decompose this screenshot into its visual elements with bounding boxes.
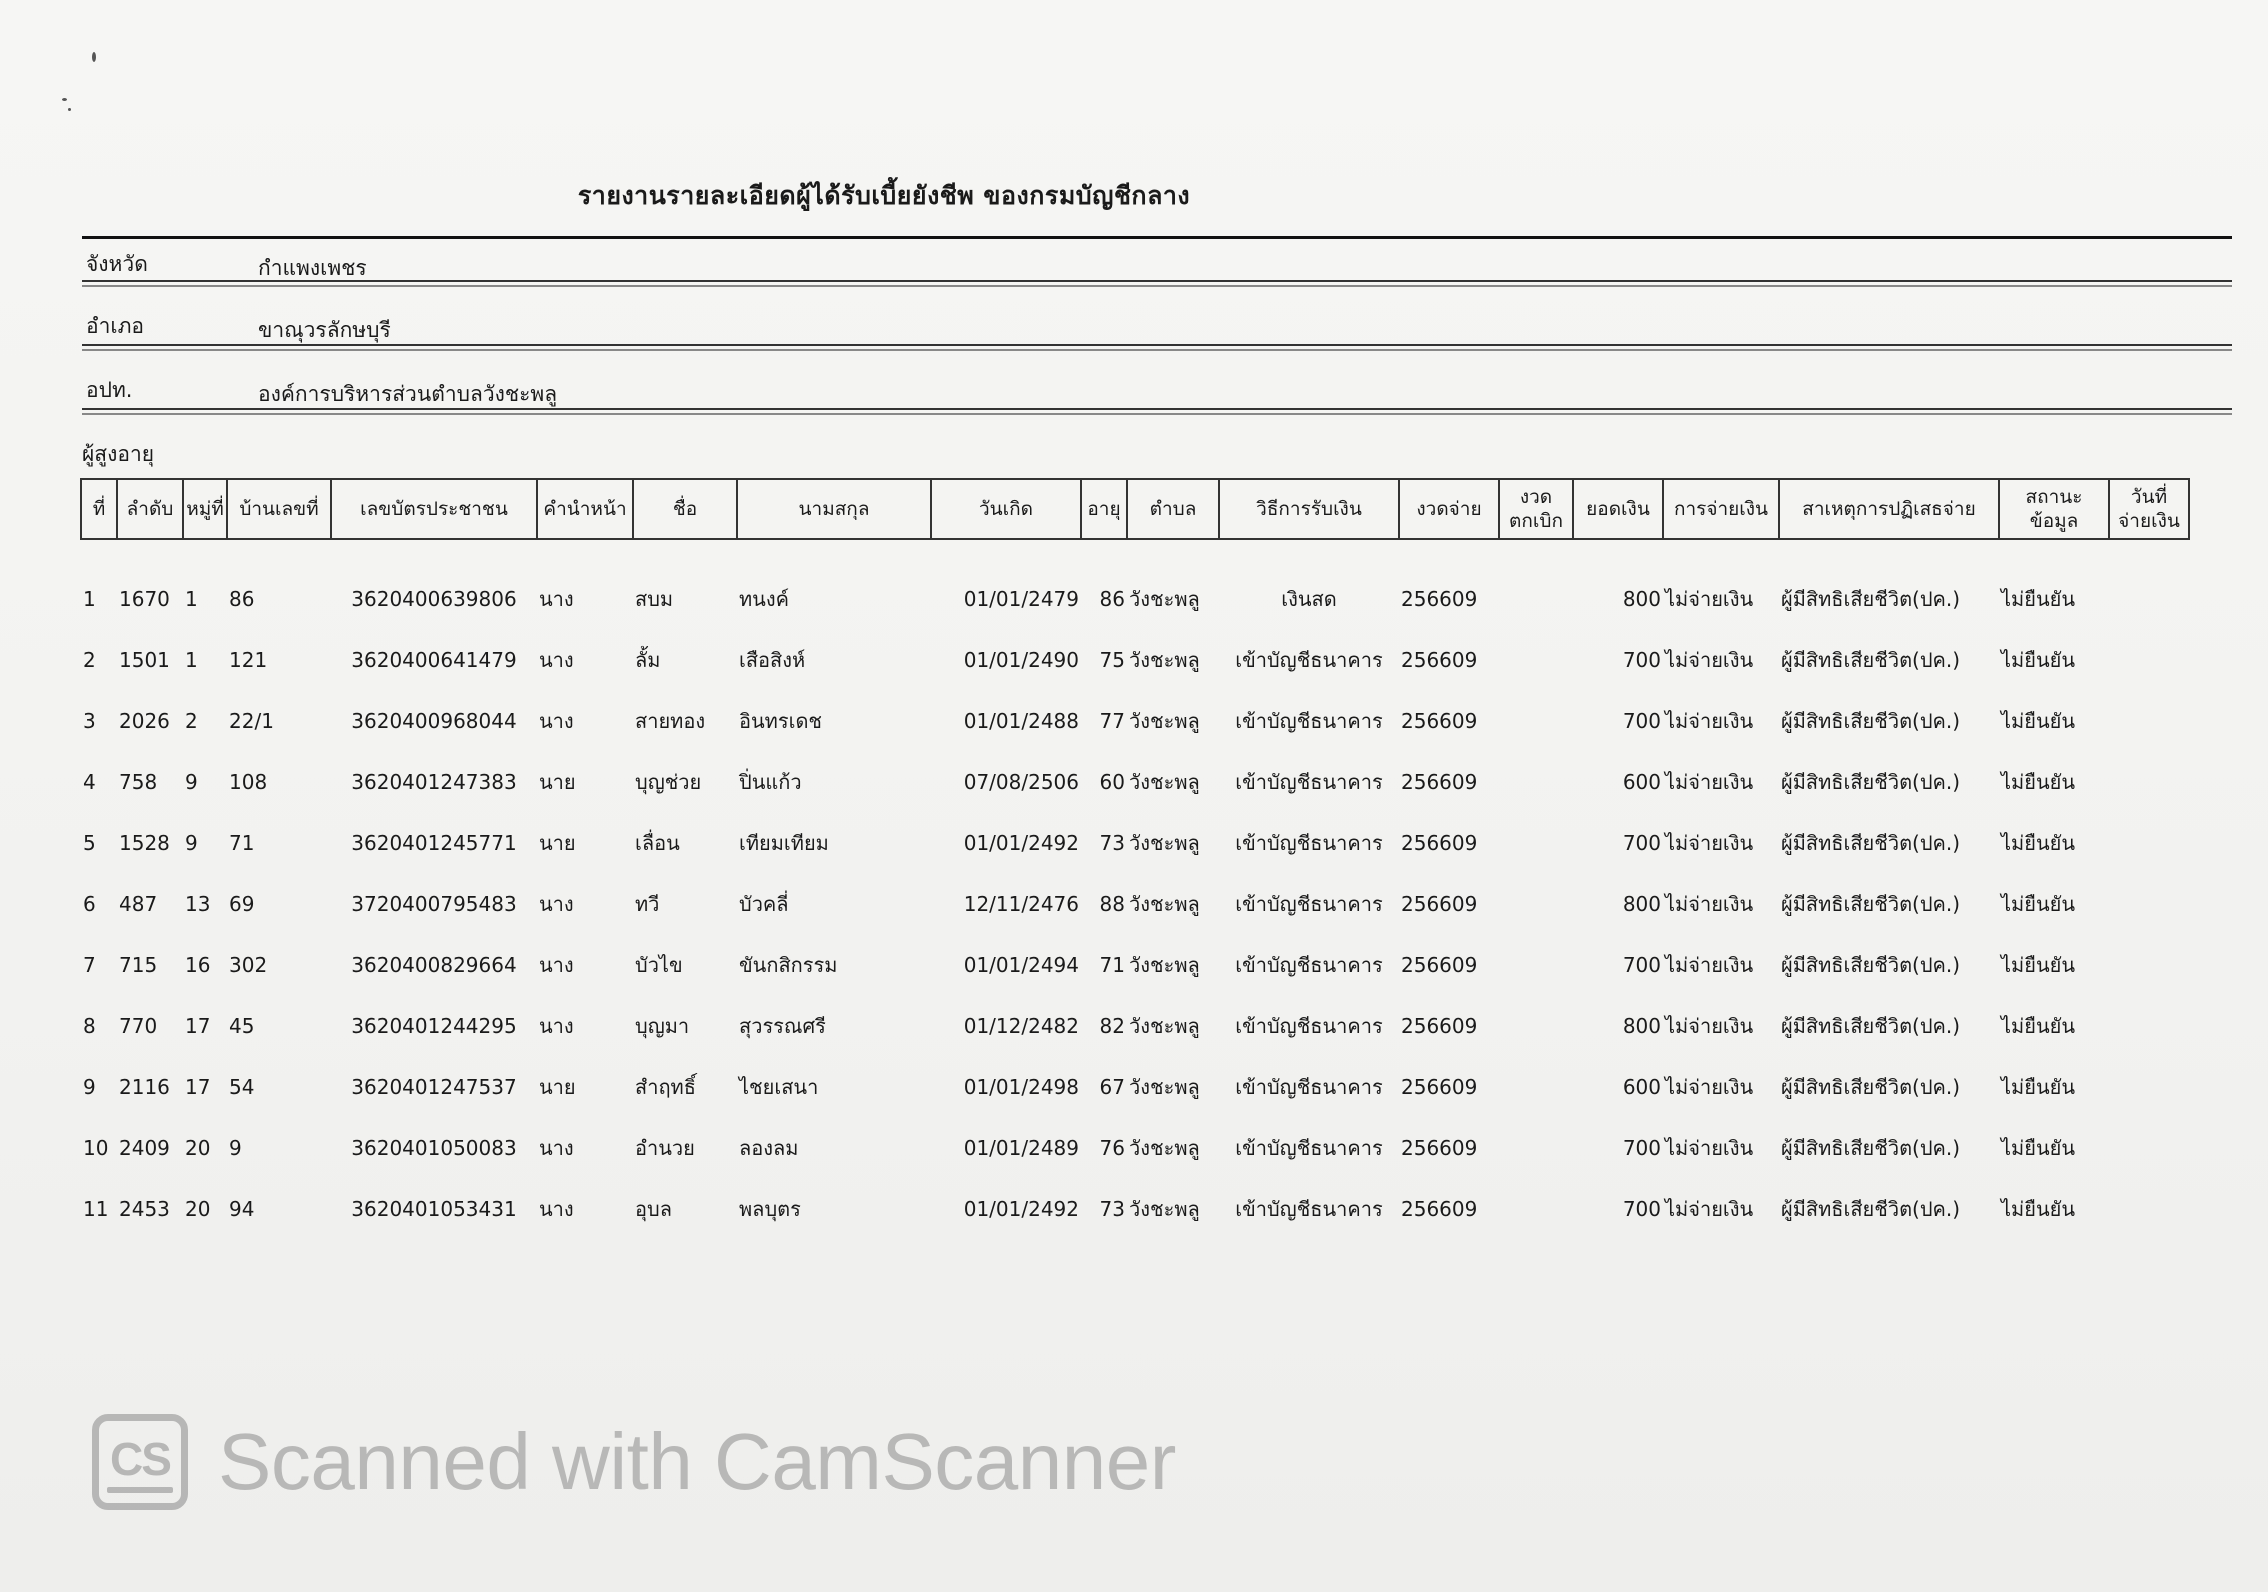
cell-last-name: สุวรรณศรี: [739, 1013, 826, 1038]
cell-reject-reason: ผู้มีสิทธิเสียชีวิต(ปค.): [1781, 952, 1961, 977]
cell-period-claim: [1499, 1117, 1573, 1178]
cell-pay-method: เข้าบัญชีธนาคาร: [1235, 708, 1383, 733]
cell-house-no: 86: [229, 586, 255, 611]
cell-reject-reason: ผู้มีสิทธิเสียชีวิต(ปค.): [1781, 1196, 1961, 1221]
cell-reject-reason: ผู้มีสิทธิเสียชีวิต(ปค.): [1781, 708, 1961, 733]
cell-birth-date: 07/08/2506: [963, 769, 1079, 794]
cell-pay-date: [2109, 629, 2189, 690]
cell-prefix: นาง: [539, 647, 574, 672]
cell-amount: 800: [1622, 586, 1661, 611]
cell-amount: 800: [1622, 1013, 1661, 1038]
cell-id-card: 3620400641479: [351, 647, 517, 672]
cell-birth-date: 01/01/2492: [963, 1196, 1079, 1221]
cell-house-no: 121: [229, 647, 268, 672]
cell-pay-date: [2109, 812, 2189, 873]
cell-pay-method: เข้าบัญชีธนาคาร: [1235, 1013, 1383, 1038]
cell-moo: 20: [185, 1196, 211, 1221]
cell-seq: 770: [119, 1013, 158, 1038]
cell-moo: 1: [185, 647, 198, 672]
cell-moo: 17: [185, 1074, 211, 1099]
cell-id-card: 3720400795483: [351, 891, 517, 916]
cell-period-claim: [1499, 629, 1573, 690]
cell-seq: 2409: [119, 1135, 170, 1160]
col-header-id-card: เลขบัตรประชาชน: [331, 479, 537, 539]
cell-no: 10: [83, 1135, 109, 1160]
cell-house-no: 94: [229, 1196, 255, 1221]
cell-moo: 20: [185, 1135, 211, 1160]
cell-id-card: 3620401050083: [351, 1135, 517, 1160]
cell-period: 256609: [1401, 647, 1478, 672]
col-header-birth-date: วันเกิด: [931, 479, 1081, 539]
cell-age: 73: [1099, 1196, 1125, 1221]
cell-seq: 1670: [119, 586, 170, 611]
cell-moo: 2: [185, 708, 198, 733]
cell-id-card: 3620400829664: [351, 952, 517, 977]
cell-prefix: นาย: [539, 1074, 576, 1099]
cell-payment: ไม่จ่ายเงิน: [1665, 952, 1754, 977]
cell-prefix: นาง: [539, 1135, 574, 1160]
section-label: ผู้สูงอายุ: [82, 442, 155, 466]
district-value: ขาณุวรลักษบุรี: [258, 318, 391, 342]
org-label: อปท.: [86, 378, 133, 402]
cell-amount: 700: [1622, 708, 1661, 733]
cell-period: 256609: [1401, 952, 1478, 977]
cell-moo: 17: [185, 1013, 211, 1038]
org-rule: [82, 408, 2232, 415]
cell-no: 4: [83, 769, 96, 794]
cell-prefix: นาง: [539, 586, 574, 611]
cell-period: 256609: [1401, 769, 1478, 794]
cell-period-claim: [1499, 690, 1573, 751]
cell-period-claim: [1499, 751, 1573, 812]
cell-no: 11: [83, 1196, 109, 1221]
cell-subdistrict: วังชะพลู: [1129, 647, 1200, 672]
cell-subdistrict: วังชะพลู: [1129, 952, 1200, 977]
table-header-row: [81, 479, 2189, 539]
cell-pay-method: เงินสด: [1281, 586, 1337, 611]
cell-first-name: อำนวย: [635, 1135, 695, 1160]
cell-birth-date: 01/01/2489: [963, 1135, 1079, 1160]
cell-subdistrict: วังชะพลู: [1129, 708, 1200, 733]
table-row: [81, 1117, 2189, 1178]
camscanner-watermark: [92, 1412, 1176, 1512]
cell-payment: ไม่จ่ายเงิน: [1665, 1074, 1754, 1099]
scan-speck: [62, 98, 67, 101]
cell-last-name: บัวคลี่: [739, 891, 789, 916]
scan-speck: [68, 108, 71, 111]
cell-pay-date: [2109, 1178, 2189, 1239]
cell-amount: 800: [1622, 891, 1661, 916]
cell-status: ไม่ยืนยัน: [2001, 769, 2076, 794]
col-header-amount: ยอดเงิน: [1573, 479, 1663, 539]
title-underline: [82, 236, 2232, 239]
cell-house-no: 69: [229, 891, 255, 916]
cell-payment: ไม่จ่ายเงิน: [1665, 1135, 1754, 1160]
cell-subdistrict: วังชะพลู: [1129, 1074, 1200, 1099]
cell-subdistrict: วังชะพลู: [1129, 1013, 1200, 1038]
cell-pay-date: [2109, 1117, 2189, 1178]
cell-house-no: 71: [229, 830, 255, 855]
col-header-status: สถานะ ข้อมูล: [1999, 479, 2109, 539]
table-row: [81, 934, 2189, 995]
watermark-text: Scanned with CamScanner: [218, 1417, 1176, 1506]
cell-no: 5: [83, 830, 96, 855]
col-header-pay-method: วิธีการรับเงิน: [1219, 479, 1399, 539]
cell-seq: 2116: [119, 1074, 170, 1099]
cell-first-name: สำฤทธิ์: [635, 1074, 696, 1099]
cell-payment: ไม่จ่ายเงิน: [1665, 830, 1754, 855]
cell-first-name: บุญมา: [635, 1013, 690, 1038]
cell-amount: 700: [1622, 830, 1661, 855]
cell-subdistrict: วังชะพลู: [1129, 769, 1200, 794]
col-header-prefix: คำนำหน้า: [537, 479, 633, 539]
cell-pay-method: เข้าบัญชีธนาคาร: [1235, 1135, 1383, 1160]
col-header-pay-date: วันที่ จ่ายเงิน: [2109, 479, 2189, 539]
cell-no: 1: [83, 586, 96, 611]
cell-reject-reason: ผู้มีสิทธิเสียชีวิต(ปค.): [1781, 830, 1961, 855]
cell-no: 7: [83, 952, 96, 977]
cell-first-name: สายทอง: [635, 708, 706, 733]
cell-seq: 2026: [119, 708, 170, 733]
cell-period-claim: [1499, 873, 1573, 934]
cell-last-name: ขันกสิกรรม: [739, 952, 838, 977]
cell-status: ไม่ยืนยัน: [2001, 1196, 2076, 1221]
camscanner-logo-icon: [92, 1414, 188, 1510]
province-label: จังหวัด: [86, 252, 148, 276]
cell-reject-reason: ผู้มีสิทธิเสียชีวิต(ปค.): [1781, 891, 1961, 916]
cell-pay-method: เข้าบัญชีธนาคาร: [1235, 830, 1383, 855]
cell-age: 76: [1099, 1135, 1125, 1160]
cell-last-name: พลบุตร: [739, 1196, 801, 1221]
cell-pay-date: [2109, 873, 2189, 934]
cell-reject-reason: ผู้มีสิทธิเสียชีวิต(ปค.): [1781, 586, 1961, 611]
cell-moo: 9: [185, 830, 198, 855]
cell-payment: ไม่จ่ายเงิน: [1665, 1013, 1754, 1038]
cell-age: 67: [1099, 1074, 1125, 1099]
cell-house-no: 22/1: [229, 708, 274, 733]
col-header-last-name: นามสกุล: [737, 479, 931, 539]
cell-id-card: 3620401247537: [351, 1074, 517, 1099]
cell-subdistrict: วังชะพลู: [1129, 1135, 1200, 1160]
cell-pay-date: [2109, 995, 2189, 1056]
cell-moo: 16: [185, 952, 211, 977]
cell-amount: 600: [1622, 769, 1661, 794]
cell-id-card: 3620401247383: [351, 769, 517, 794]
cell-first-name: อุบล: [635, 1196, 672, 1221]
cell-period: 256609: [1401, 891, 1478, 916]
cell-seq: 487: [119, 891, 158, 916]
cell-last-name: เทียมเทียม: [739, 830, 829, 855]
cell-birth-date: 01/12/2482: [963, 1013, 1079, 1038]
cell-amount: 700: [1622, 952, 1661, 977]
cell-last-name: ทนงค์: [739, 586, 789, 611]
cell-pay-method: เข้าบัญชีธนาคาร: [1235, 1196, 1383, 1221]
cell-status: ไม่ยืนยัน: [2001, 586, 2076, 611]
cell-status: ไม่ยืนยัน: [2001, 1135, 2076, 1160]
cell-period-claim: [1499, 539, 1573, 629]
cell-prefix: นาง: [539, 952, 574, 977]
scan-speck: [92, 52, 96, 62]
cell-age: 77: [1099, 708, 1125, 733]
col-header-first-name: ชื่อ: [633, 479, 737, 539]
cell-period: 256609: [1401, 1196, 1478, 1221]
col-header-house-no: บ้านเลขที่: [227, 479, 331, 539]
cell-pay-method: เข้าบัญชีธนาคาร: [1235, 1074, 1383, 1099]
col-header-moo: หมู่ที่: [183, 479, 227, 539]
cell-last-name: ไชยเสนา: [739, 1074, 819, 1099]
cell-no: 2: [83, 647, 96, 672]
cell-subdistrict: วังชะพลู: [1129, 586, 1200, 611]
cell-period-claim: [1499, 812, 1573, 873]
table-row: [81, 1056, 2189, 1117]
table-row: [81, 1178, 2189, 1239]
district-rule: [82, 344, 2232, 351]
cell-status: ไม่ยืนยัน: [2001, 830, 2076, 855]
cell-seq: 1501: [119, 647, 170, 672]
cell-prefix: นาย: [539, 769, 576, 794]
cell-moo: 1: [185, 586, 198, 611]
cell-age: 88: [1099, 891, 1125, 916]
cell-subdistrict: วังชะพลู: [1129, 891, 1200, 916]
cell-id-card: 3620401245771: [351, 830, 517, 855]
cell-last-name: ลองลม: [739, 1135, 799, 1160]
cell-first-name: เลื่อน: [635, 830, 680, 855]
cell-prefix: นาง: [539, 708, 574, 733]
cell-amount: 600: [1622, 1074, 1661, 1099]
col-header-subdistrict: ตำบล: [1127, 479, 1219, 539]
cell-reject-reason: ผู้มีสิทธิเสียชีวิต(ปค.): [1781, 1074, 1961, 1099]
table-row: [81, 812, 2189, 873]
cell-first-name: ลั้ม: [635, 647, 661, 672]
cell-period: 256609: [1401, 1074, 1478, 1099]
cell-age: 86: [1099, 586, 1125, 611]
cell-status: ไม่ยืนยัน: [2001, 952, 2076, 977]
cell-prefix: นาง: [539, 891, 574, 916]
cell-seq: 758: [119, 769, 158, 794]
cell-birth-date: 01/01/2490: [963, 647, 1079, 672]
cell-pay-method: เข้าบัญชีธนาคาร: [1235, 647, 1383, 672]
cell-period-claim: [1499, 995, 1573, 1056]
cell-first-name: สบม: [635, 586, 674, 611]
cell-age: 75: [1099, 647, 1125, 672]
cell-payment: ไม่จ่ายเงิน: [1665, 708, 1754, 733]
cell-subdistrict: วังชะพลู: [1129, 830, 1200, 855]
org-value: องค์การบริหารส่วนตำบลวังชะพลู: [258, 382, 558, 406]
cell-first-name: บุญช่วย: [635, 769, 702, 794]
cell-last-name: ปิ่นแก้ว: [739, 769, 802, 794]
cell-reject-reason: ผู้มีสิทธิเสียชีวิต(ปค.): [1781, 647, 1961, 672]
table-row: [81, 539, 2189, 629]
camscanner-logo-text: CS: [110, 1433, 170, 1485]
cell-age: 73: [1099, 830, 1125, 855]
cell-status: ไม่ยืนยัน: [2001, 1074, 2076, 1099]
cell-pay-date: [2109, 690, 2189, 751]
cell-subdistrict: วังชะพลู: [1129, 1196, 1200, 1221]
cell-no: 9: [83, 1074, 96, 1099]
cell-prefix: นาง: [539, 1196, 574, 1221]
cell-age: 60: [1099, 769, 1125, 794]
col-header-period-claim: งวด ตกเบิก: [1499, 479, 1573, 539]
cell-birth-date: 01/01/2492: [963, 830, 1079, 855]
cell-period: 256609: [1401, 1135, 1478, 1160]
cell-pay-date: [2109, 1056, 2189, 1117]
cell-prefix: นาย: [539, 830, 576, 855]
cell-seq: 2453: [119, 1196, 170, 1221]
cell-house-no: 108: [229, 769, 268, 794]
col-header-age: อายุ: [1081, 479, 1127, 539]
cell-birth-date: 01/01/2494: [963, 952, 1079, 977]
col-header-payment: การจ่ายเงิน: [1663, 479, 1779, 539]
cell-house-no: 54: [229, 1074, 255, 1099]
cell-seq: 715: [119, 952, 158, 977]
cell-id-card: 3620401053431: [351, 1196, 517, 1221]
district-label: อำเภอ: [86, 314, 145, 338]
cell-reject-reason: ผู้มีสิทธิเสียชีวิต(ปค.): [1781, 769, 1961, 794]
report-title: รายงานรายละเอียดผู้ได้รับเบี้ยยังชีพ ของกรมบัญชีกลาง: [577, 181, 1191, 210]
cell-status: ไม่ยืนยัน: [2001, 708, 2076, 733]
cell-birth-date: 01/01/2498: [963, 1074, 1079, 1099]
cell-no: 8: [83, 1013, 96, 1038]
cell-payment: ไม่จ่ายเงิน: [1665, 769, 1754, 794]
recipients-table: [80, 478, 2190, 1239]
cell-first-name: ทวี: [635, 891, 660, 916]
cell-status: ไม่ยืนยัน: [2001, 647, 2076, 672]
table-row: [81, 751, 2189, 812]
cell-period: 256609: [1401, 586, 1478, 611]
cell-house-no: 9: [229, 1135, 242, 1160]
cell-id-card: 3620400639806: [351, 586, 517, 611]
cell-pay-date: [2109, 539, 2189, 629]
cell-id-card: 3620400968044: [351, 708, 517, 733]
cell-pay-method: เข้าบัญชีธนาคาร: [1235, 952, 1383, 977]
table-row: [81, 873, 2189, 934]
cell-birth-date: 01/01/2488: [963, 708, 1079, 733]
cell-payment: ไม่จ่ายเงิน: [1665, 891, 1754, 916]
table-row: [81, 995, 2189, 1056]
cell-payment: ไม่จ่ายเงิน: [1665, 647, 1754, 672]
cell-pay-date: [2109, 934, 2189, 995]
cell-house-no: 302: [229, 952, 268, 977]
cell-amount: 700: [1622, 1135, 1661, 1160]
cell-period: 256609: [1401, 708, 1478, 733]
cell-moo: 13: [185, 891, 211, 916]
cell-status: ไม่ยืนยัน: [2001, 1013, 2076, 1038]
table-row: [81, 629, 2189, 690]
cell-pay-method: เข้าบัญชีธนาคาร: [1235, 891, 1383, 916]
cell-period-claim: [1499, 1178, 1573, 1239]
cell-period-claim: [1499, 1056, 1573, 1117]
cell-amount: 700: [1622, 1196, 1661, 1221]
cell-no: 3: [83, 708, 96, 733]
cell-age: 71: [1099, 952, 1125, 977]
cell-pay-date: [2109, 751, 2189, 812]
cell-prefix: นาง: [539, 1013, 574, 1038]
cell-last-name: เสือสิงห์: [739, 647, 806, 672]
cell-moo: 9: [185, 769, 198, 794]
cell-reject-reason: ผู้มีสิทธิเสียชีวิต(ปค.): [1781, 1013, 1961, 1038]
col-header-period: งวดจ่าย: [1399, 479, 1499, 539]
cell-no: 6: [83, 891, 96, 916]
cell-pay-method: เข้าบัญชีธนาคาร: [1235, 769, 1383, 794]
cell-house-no: 45: [229, 1013, 255, 1038]
cell-amount: 700: [1622, 647, 1661, 672]
col-header-no: ที่: [81, 479, 117, 539]
cell-id-card: 3620401244295: [351, 1013, 517, 1038]
cell-period: 256609: [1401, 830, 1478, 855]
col-header-reject-reason: สาเหตุการปฏิเสธจ่าย: [1779, 479, 1999, 539]
cell-period: 256609: [1401, 1013, 1478, 1038]
province-rule: [82, 280, 2232, 287]
cell-first-name: บัวไข: [635, 952, 683, 977]
table-row: [81, 690, 2189, 751]
cell-period-claim: [1499, 934, 1573, 995]
cell-age: 82: [1099, 1013, 1125, 1038]
col-header-seq: ลำดับ: [117, 479, 183, 539]
cell-birth-date: 01/01/2479: [963, 586, 1079, 611]
cell-payment: ไม่จ่ายเงิน: [1665, 586, 1754, 611]
cell-payment: ไม่จ่ายเงิน: [1665, 1196, 1754, 1221]
province-value: กำแพงเพชร: [258, 256, 367, 280]
cell-status: ไม่ยืนยัน: [2001, 891, 2076, 916]
cell-reject-reason: ผู้มีสิทธิเสียชีวิต(ปค.): [1781, 1135, 1961, 1160]
cell-birth-date: 12/11/2476: [963, 891, 1079, 916]
cell-last-name: อินทรเดช: [739, 708, 823, 733]
cell-seq: 1528: [119, 830, 170, 855]
